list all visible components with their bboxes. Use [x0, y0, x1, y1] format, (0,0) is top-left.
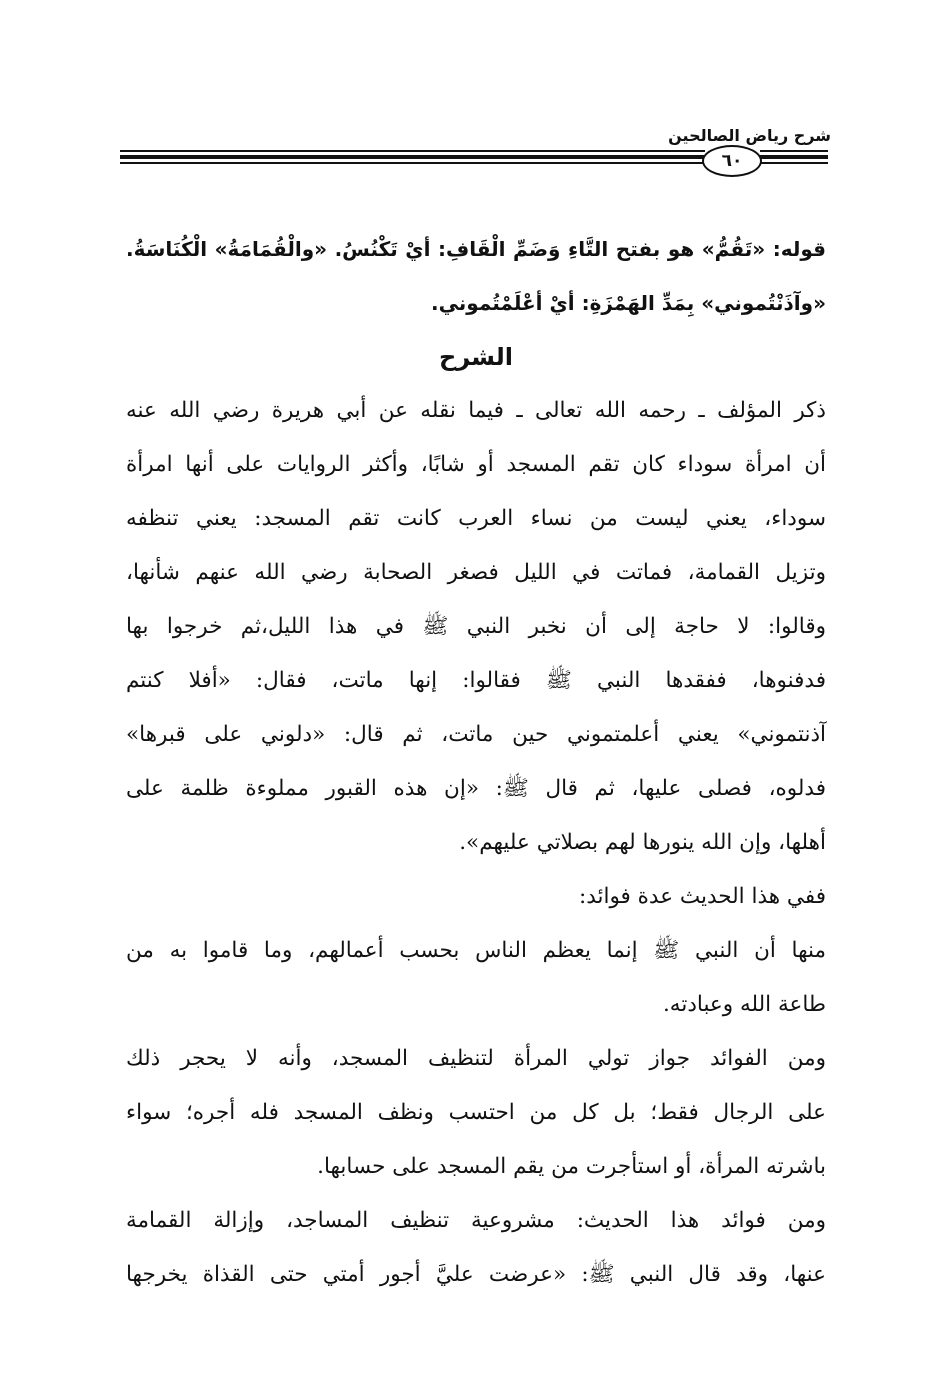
page-number-badge: ٦٠	[702, 145, 762, 177]
running-header-title: شرح رياض الصالحين	[668, 126, 831, 145]
body-line: منها أن النبي ﷺ إنما يعظم الناس بحسب أعمالهم، وما قاموا به من	[126, 938, 826, 963]
body-line: طاعة الله وعبادته.	[662, 992, 826, 1017]
header-rule-right	[760, 150, 828, 168]
body-line: باشرته المرأة، أو استأجرت من يقم المسجد على حسابها.	[317, 1154, 826, 1179]
body-line: فدلوه، فصلى عليها، ثم قال ﷺ: «إن هذه القبور مملوءة ظلمة على	[126, 776, 826, 801]
body-line: وقالوا: لا حاجة إلى أن نخبر النبي ﷺ في هذا الليل،ثم خرجوا بها	[126, 614, 826, 639]
header-rule-left	[120, 150, 705, 168]
body-line: ذكر المؤلف ـ رحمه الله تعالى ـ فيما نقله عن أبي هريرة رضي الله عنه	[126, 398, 826, 423]
body-line: عنها، وقد قال النبي ﷺ: «عرضت عليَّ أجور أمتي حتى القذاة يخرجها	[126, 1262, 826, 1287]
body-line: سوداء، يعني ليست من نساء العرب كانت تقم المسجد: يعني تنظفه	[126, 506, 826, 531]
body-line: وتزيل القمامة، فماتت في الليل فصغر الصحابة رضي الله عنهم شأنها،	[126, 560, 826, 585]
glossary-line: «وآذَنْتُموني» بِمَدِّ الهَمْزَةِ: أيْ أعْلَمْتُموني.	[430, 291, 826, 315]
body-line: فدفنوها، ففقدها النبي ﷺ فقالوا: إنها ماتت، فقال: «أفلا كنتم	[126, 668, 826, 693]
glossary-line: قوله: «تَقُمُّ» هو بفتح التَّاءِ وَضَمِّ الْقَافِ: أيْ تَكْنُسُ. «والْقُمَامَةُ» الْكُنَاسَةُ.	[126, 237, 826, 261]
page-content	[126, 222, 826, 1302]
body-line: أن امرأة سوداء كان تقم المسجد أو شابًا، وأكثر الروايات على أنها امرأة	[126, 452, 826, 477]
body-line: على الرجال فقط؛ بل كل من احتسب ونظف المسجد فله أجره؛ سواء	[126, 1100, 826, 1125]
body-line: ومن فوائد هذا الحديث: مشروعية تنظيف المساجد، وإزالة القمامة	[126, 1208, 826, 1233]
section-title: الشرح	[439, 343, 513, 371]
body-line: ففي هذا الحديث عدة فوائد:	[578, 884, 826, 909]
body-line: آذنتموني» يعني أعلمتموني حين ماتت، ثم قال: «دلوني على قبرها»	[126, 722, 826, 747]
body-line: أهلها، وإن الله ينورها لهم بصلاتي عليهم».	[459, 830, 826, 855]
body-line: ومن الفوائد جواز تولي المرأة لتنظيف المسجد، وأنه لا يحجر ذلك	[126, 1046, 826, 1071]
